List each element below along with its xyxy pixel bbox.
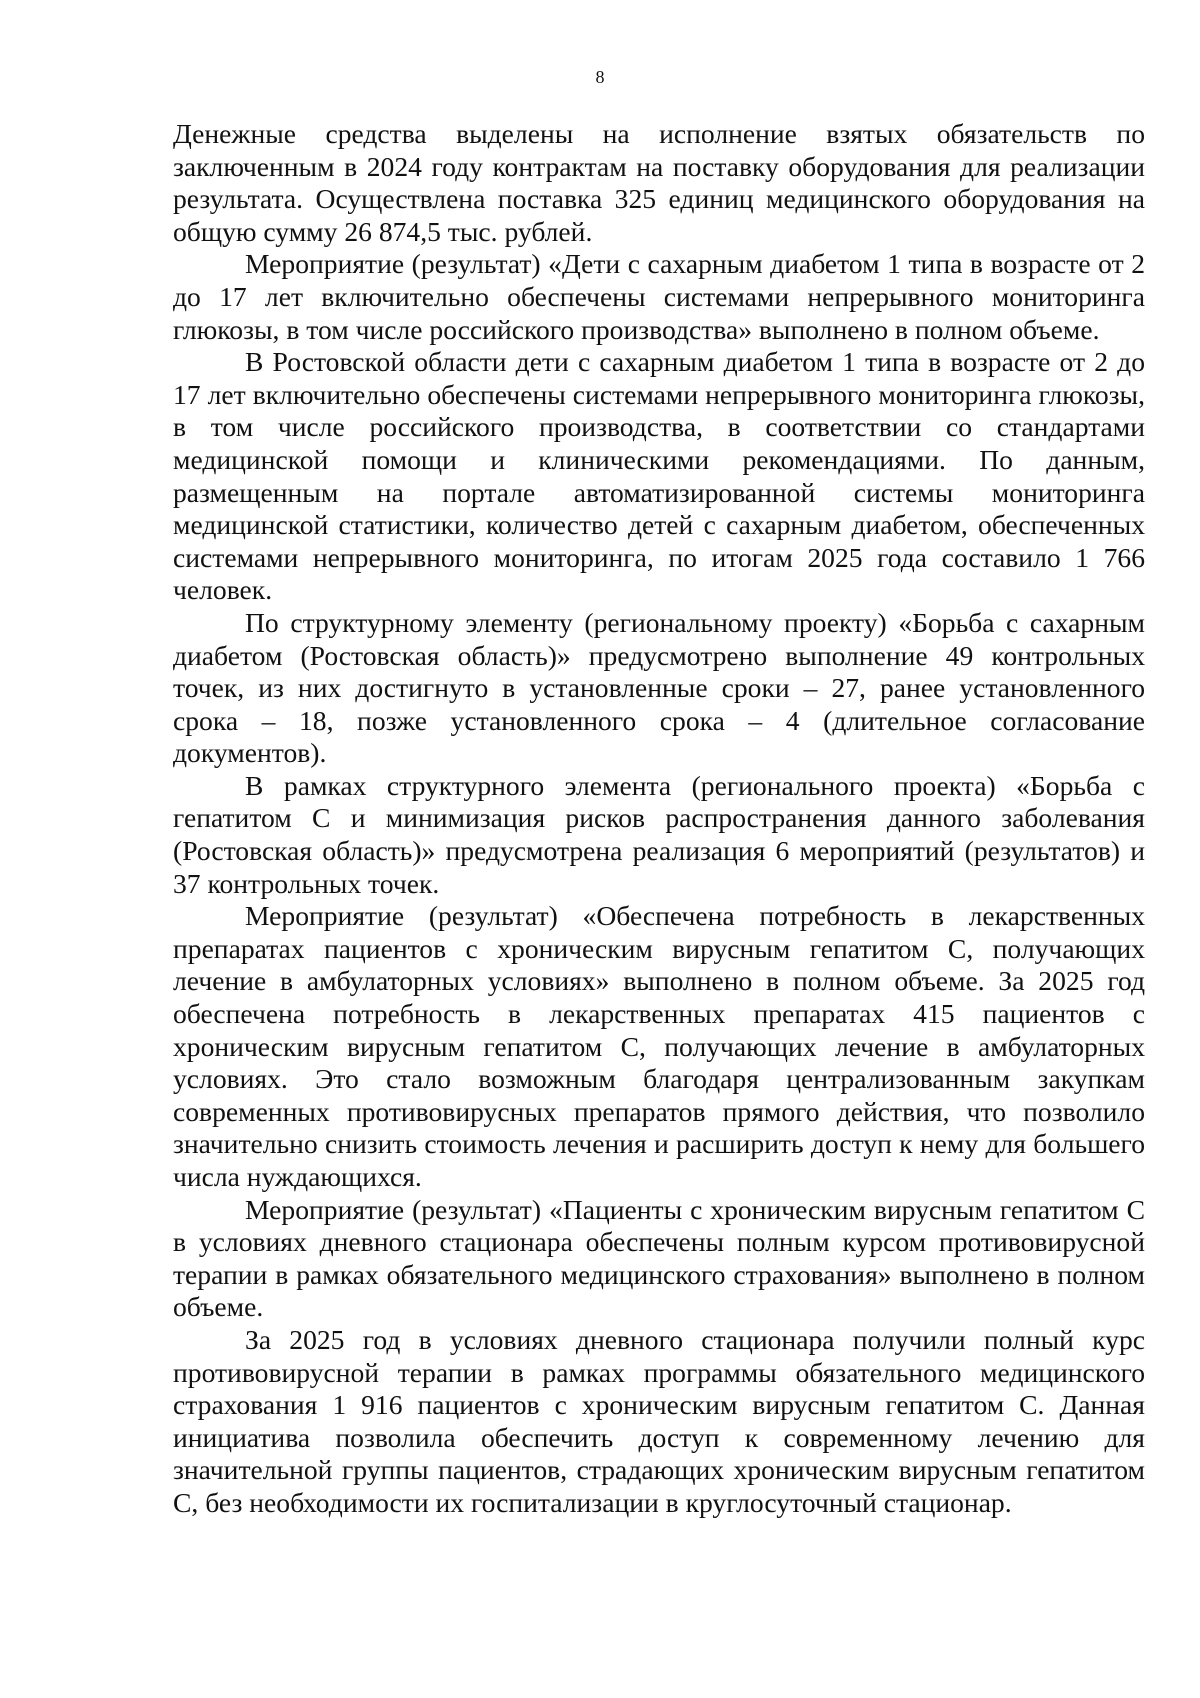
paragraph-hepatitis-day-hospital: Мероприятие (результат) «Пациенты с хроническим вирусным гепатитом С в условиях дневного стационара обеспечены полным курсом противовирусной терапии в рамках обязательного медицинского страхования» выполнено в полном объеме. — [173, 1193, 1145, 1323]
page-number: 8 — [595, 67, 605, 87]
paragraph-diabetes-measure: Мероприятие (результат) «Дети с сахарным диабетом 1 типа в возрасте от 2 до 17 лет включительно обеспечены системами непрерывного мониторинга глюкозы, в том числе российского производства» выполнено в полном объеме. — [173, 248, 1145, 345]
paragraph-hepatitis-project: В рамках структурного элемента (регионального проекта) «Борьба с гепатитом С и минимизация рисков распространения данного заболевания (Ростовская область)» предусмотрена реализация 6 мероприятий (результатов) и 37 контрольных точек. — [173, 769, 1145, 899]
document-body — [173, 118, 1145, 1520]
paragraph-rostov-monitoring: В Ростовской области дети с сахарным диабетом 1 типа в возрасте от 2 до 17 лет включительно обеспечены системами непрерывного мониторинга глюкозы, в том числе российского производства, в соответствии со стандартами медицинской помощи и клиническими рекомендациями. По данным, размещенным на портале автоматизированной системы мониторинга медицинской статистики, количество детей с сахарным диабетом, обеспеченных системами непрерывного мониторинга, по итогам 2025 года составило 1 766 человек. — [173, 346, 1145, 606]
paragraph-hepatitis-outpatient: Мероприятие (результат) «Обеспечена потребность в лекарственных препаратах пациентов с хроническим вирусным гепатитом С, получающих лечение в амбулаторных условиях» выполнено в полном объеме. За 2025 год обеспечена потребность в лекарственных препаратах 415 пациентов с хроническим вирусным гепатитом С, получающих лечение в амбулаторных условиях. Это стало возможным благодаря централизованным закупкам современных противовирусных препаратов прямого действия, что позволило значительно снизить стоимость лечения и расширить доступ к нему для большего числа нуждающихся. — [173, 900, 1145, 1192]
paragraph-diabetes-checkpoints: По структурному элементу (региональному проекту) «Борьба с сахарным диабетом (Ростовская область)» предусмотрено выполнение 49 контрольных точек, из них достигнуто в установленные сроки – 27, ранее установленного срока – 18, позже установленного срока – 4 (длительное согласование документов). — [173, 606, 1145, 769]
paragraph-funding: Денежные средства выделены на исполнение взятых обязательств по заключенным в 2024 году контрактам на поставку оборудования для реализации результата. Осуществлена поставка 325 единиц медицинского оборудования на общую сумму 26 874,5 тыс. рублей. — [173, 118, 1145, 247]
paragraph-hepatitis-results: За 2025 год в условиях дневного стационара получили полный курс противовирусной терапии в рамках программы обязательного медицинского страхования 1 916 пациентов с хроническим вирусным гепатитом С. Данная инициатива позволила обеспечить доступ к современному лечению для значительной группы пациентов, страдающих хроническим вирусным гепатитом С, без необходимости их госпитализации в круглосуточный стационар. — [173, 1323, 1145, 1518]
